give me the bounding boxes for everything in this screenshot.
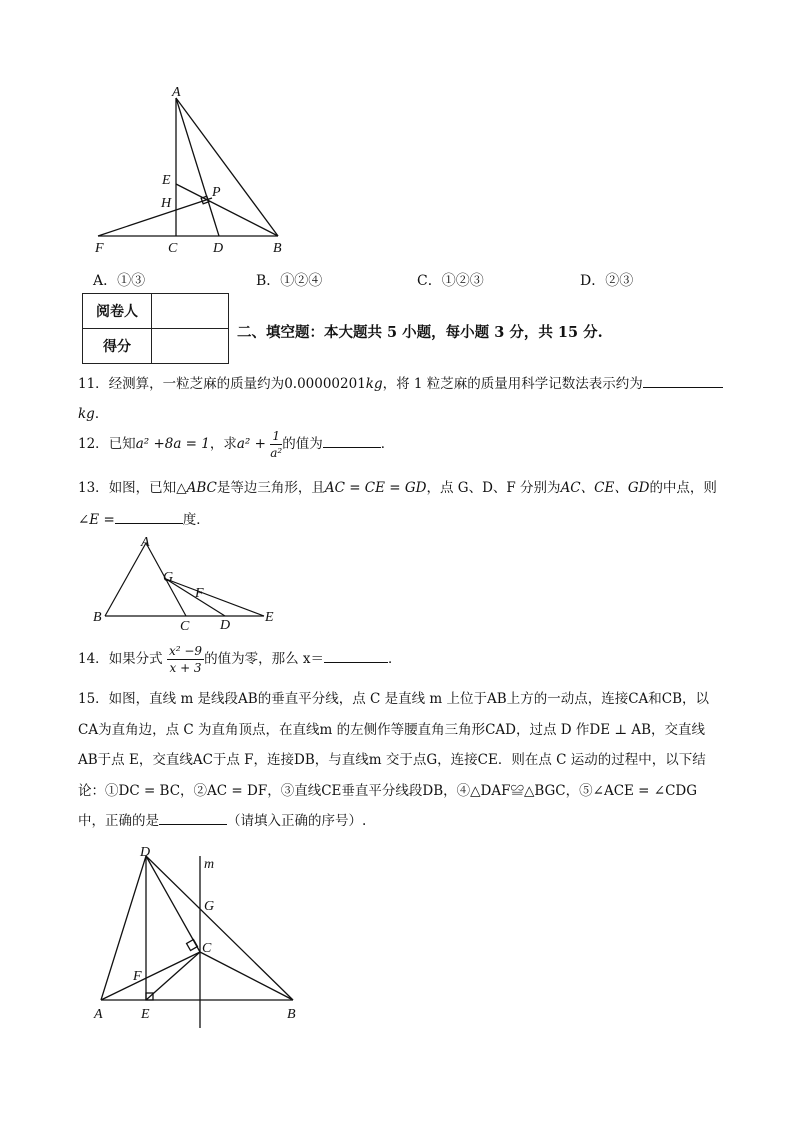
label-D: D <box>220 618 231 633</box>
label-D: D <box>213 241 224 256</box>
segment-FP <box>98 198 212 236</box>
label-F: F <box>133 969 142 984</box>
answer-choices <box>93 270 693 290</box>
segment-DB <box>146 856 293 1000</box>
top-geometry-figure <box>90 80 300 260</box>
label-D: D <box>140 845 151 860</box>
choice-c[interactable]: C．①②③ <box>417 273 484 289</box>
label-F: F <box>195 586 204 601</box>
label-A: A <box>141 535 150 550</box>
question-13: 13．如图，已知△ABC是等边三角形，且AC = CE = GD，点 G、D、F 分别为AC、CE、GD的中点，则 <box>78 480 717 496</box>
question-11-cont: kg． <box>78 406 109 422</box>
question-14: 14．如果分式 $\frac{\text{x² −9}}{x + 3}$ 的值为零，那么 x＝ ． <box>78 644 402 675</box>
segment-GE <box>166 579 264 616</box>
label-C: C <box>180 619 190 633</box>
score-cell[interactable] <box>152 329 229 364</box>
reviewer-cell[interactable] <box>152 294 229 329</box>
label-B: B <box>287 1007 296 1022</box>
label-F: F <box>95 241 104 256</box>
reviewer-label: 阅卷人 <box>83 294 152 329</box>
label-A: A <box>172 85 181 100</box>
segment-DC <box>146 856 200 952</box>
question-15-line4: 论：①DC = BC，②AC = DF，③直线CE垂直平分线段DB，④△DAF≌△BGC，⑤∠ACE = ∠CDG <box>78 783 698 799</box>
question-11: 11．经测算，一粒芝麻的质量约为0.00000201kg，将 1 粒芝麻的质量用科学记数法表示约为 <box>78 372 723 392</box>
choice-d[interactable]: D．②③ <box>580 273 634 289</box>
choice-a[interactable]: A．①③ <box>93 273 146 289</box>
q14-answer-blank[interactable] <box>324 648 388 663</box>
label-P: P <box>212 185 221 200</box>
label-H: H <box>161 196 172 211</box>
score-label: 得分 <box>83 329 152 364</box>
question-12: 12．已知a² +8a = 1，求a² + $\frac{1}{\text{a²}}$ 的值为 ． <box>78 429 395 460</box>
segment-CE <box>146 952 200 1000</box>
grader-table <box>82 293 229 364</box>
label-E: E <box>141 1007 150 1022</box>
choice-b[interactable]: B．①②④ <box>256 273 323 289</box>
question-15-line1: 15．如图，直线 m 是线段AB的垂直平分线，点 C 是直线 m 上位于AB上方的一动点，连接CA和CB，以 <box>78 691 710 707</box>
label-B: B <box>273 241 282 256</box>
label-A: A <box>94 1007 103 1022</box>
q13-answer-blank[interactable] <box>115 509 183 524</box>
question-15-line5: 中，正确的是 （请填入正确的序号）. <box>78 809 366 829</box>
mid-geometry-figure <box>88 533 288 633</box>
q12-fraction: $\frac{1}{\text{a²}}$ <box>270 429 283 460</box>
question-15-line2: CA为直角边，点 C 为直角顶点，在直线m 的左侧作等腰直角三角形CAD，过点 D 作DE ⊥ AB，交直线 <box>78 722 706 738</box>
segment-AD <box>176 98 219 236</box>
q11-answer-blank[interactable] <box>643 373 723 388</box>
label-G: G <box>163 570 174 585</box>
q15-answer-blank[interactable] <box>159 810 227 825</box>
question-15-line3: AB于点 E，交直线AC于点 F，连接DB，与直线m 交于点G，连接CE．则在点 C 运动的过程中，以下结 <box>78 752 706 768</box>
q12-answer-blank[interactable] <box>323 433 381 448</box>
segment-AB <box>105 543 146 616</box>
label-m: m <box>204 857 215 872</box>
q14-fraction: $\frac{\text{x² −9}}{x + 3}$ <box>168 644 203 675</box>
label-C: C <box>202 941 212 956</box>
segment-CB <box>200 952 293 1000</box>
label-G: G <box>204 899 215 914</box>
segment-AB <box>176 98 278 236</box>
label-E: E <box>265 610 274 625</box>
label-E: E <box>162 173 171 188</box>
bottom-geometry-figure <box>88 838 318 1028</box>
section-title: 二、填空题：本大题共 5 小题，每小题 3 分，共 15 分. <box>237 324 603 341</box>
label-B: B <box>93 610 102 625</box>
segment-EB <box>176 184 278 236</box>
question-13-cont: ∠E = 度． <box>78 508 210 528</box>
label-C: C <box>168 241 178 256</box>
